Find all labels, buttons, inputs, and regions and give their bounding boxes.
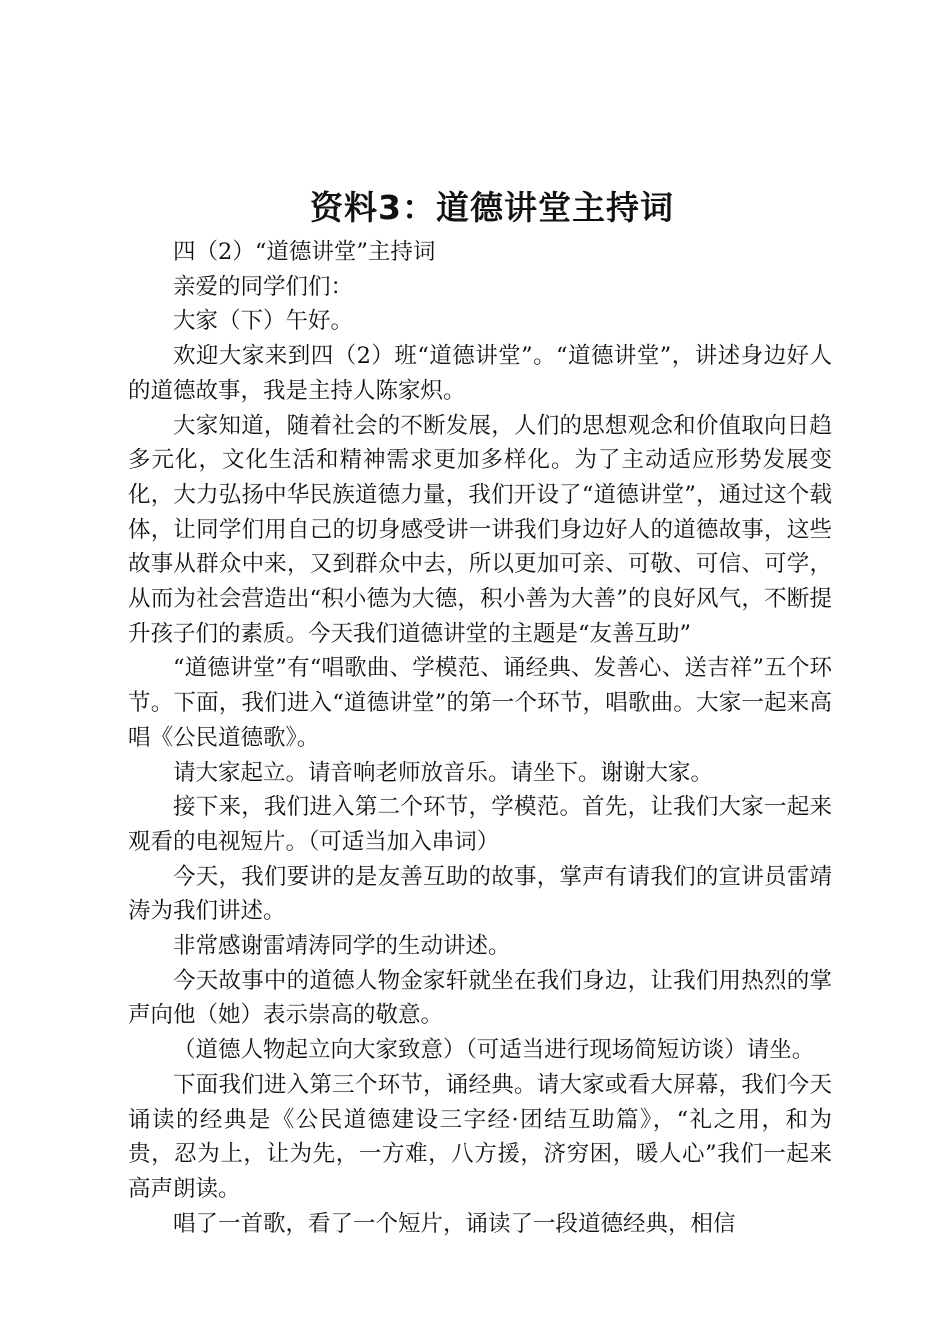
- paragraph-good-afternoon: 大家（下）午好。: [173, 308, 354, 335]
- paragraph-five-sections: “道德讲堂”有“唱歌曲、学模范、诵经典、发善心、送吉祥”五个环节。下面，我们进入“道德讲堂”的第一个环节，唱歌曲。大家一起来高唱《公民道德歌》。: [128, 655, 832, 751]
- paragraph-story-intro: 今天，我们要讲的是友善互助的故事，掌声有请我们的宣讲员雷靖涛为我们讲述。: [128, 863, 832, 925]
- paragraph-introduction: 大家知道，随着社会的不断发展，人们的思想观念和价值取向日趋多元化，文化生活和精神需求更加多样化。为了主动适应形势发展变化，大力弘扬中华民族道德力量，我们开设了“道德讲堂”，通过这个载体，让同学们用自己的切身感受讲一讲我们身边好人的道德故事，这些故事从群众中来，又到群众中去，所以更加可亲、可敬、可信、可学，从而为社会营造出“积小德为大德，积小善为大善”的良好风气，不断提升孩子们的素质。今天我们道德讲堂的主题是“友善互助”: [128, 412, 832, 647]
- paragraph-heading: 四（2）“道德讲堂”主持词: [173, 239, 436, 265]
- paragraph-thanks: 非常感谢雷靖涛同学的生动讲述。: [173, 933, 511, 960]
- paragraph-second-section: 接下来，我们进入第二个环节，学模范。首先，让我们大家一起来观看的电视短片。（可适当加入串词）: [128, 794, 832, 855]
- paragraph-interview: （道德人物起立向大家致意）（可适当进行现场简短访谈）请坐。: [173, 1037, 815, 1064]
- paragraph-summary: 唱了一首歌，看了一个短片，诵读了一段道德经典，相信: [173, 1210, 736, 1237]
- document-page: [128, 183, 832, 1241]
- paragraph-greeting: 亲爱的同学们们：: [173, 273, 354, 300]
- paragraph-moral-figure: 今天故事中的道德人物金家轩就坐在我们身边，让我们用热烈的掌声向他（她）表示崇高的敬意。: [128, 967, 832, 1029]
- paragraph-stand-up: 请大家起立。请音响老师放音乐。请坐下。谢谢大家。: [173, 759, 714, 786]
- paragraph-welcome: 欢迎大家来到四（2）班“道德讲堂”。“道德讲堂”，讲述身边好人的道德故事，我是主持人陈家炽。: [128, 343, 832, 404]
- document-title: 资料3：道德讲堂主持词: [310, 188, 674, 227]
- paragraph-third-section: 下面我们进入第三个环节，诵经典。请大家或看大屏幕，我们今天诵读的经典是《公民道德建设三字经·团结互助篇》，“礼之用，和为贵，忍为上，让为先，一方难，八方援，济穷困，暖人心”我们一起来高声朗读。: [128, 1071, 832, 1202]
